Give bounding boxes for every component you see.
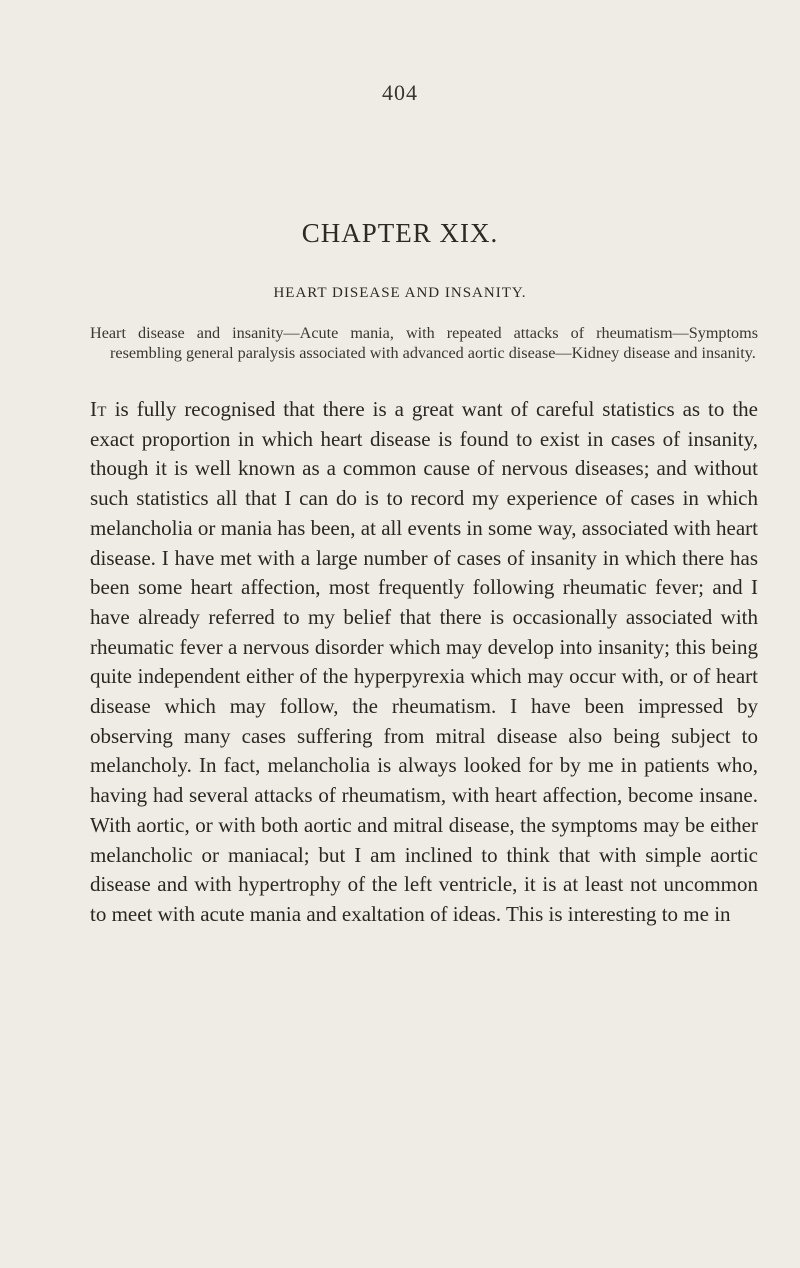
chapter-title: CHAPTER XIX. <box>301 218 499 248</box>
chapter-synopsis: Heart disease and insanity—Acute mania, with repeated attacks of rheumatism—Symptoms resembling general paralysis associated with advanced aortic disease—Kidney disease and insanity. <box>90 324 758 362</box>
body-paragraph-text: is fully recognised that there is a great want of careful statistics as to the exact proportion in which heart disease is found to exist in cases of insanity, though it is well known as a common cause of nervous diseases; and without such statistics all that I can do is to record my experience of cases in which melancholia or mania has been, at all events in some way, associated with heart disease. I have met with a large number of cases of insanity in which there has been some heart affection, most frequently following rheumatic fever; and I have already referred to my belief that there is occasionally associated with rheumatic fever a nervous disorder which may develop into insanity; this being quite independent either of the hyperpyrexia which may occur with, or of heart disease which may follow, the rheumatism. I have been impressed by observing many cases suffering from mitral disease also being subject to melancholy. In fact, melancholia is always looked for by me in patients who, having had several attacks of rheumatism, with heart affection, become insane. With aortic, or with both aortic and mitral disease, the symptoms may be either melancholic or maniacal; but I am inclined to think that with simple aortic disease and with hypertrophy of the left ventricle, it is at least not uncommon to meet with acute mania and exaltation of ideas. This is interesting to me in <box>90 397 758 926</box>
chapter-subtitle: HEART DISEASE AND INSANITY. <box>273 285 527 301</box>
page-number: 404 <box>382 80 418 105</box>
body-paragraph <box>90 395 758 930</box>
body-lead-word: It <box>90 397 107 421</box>
